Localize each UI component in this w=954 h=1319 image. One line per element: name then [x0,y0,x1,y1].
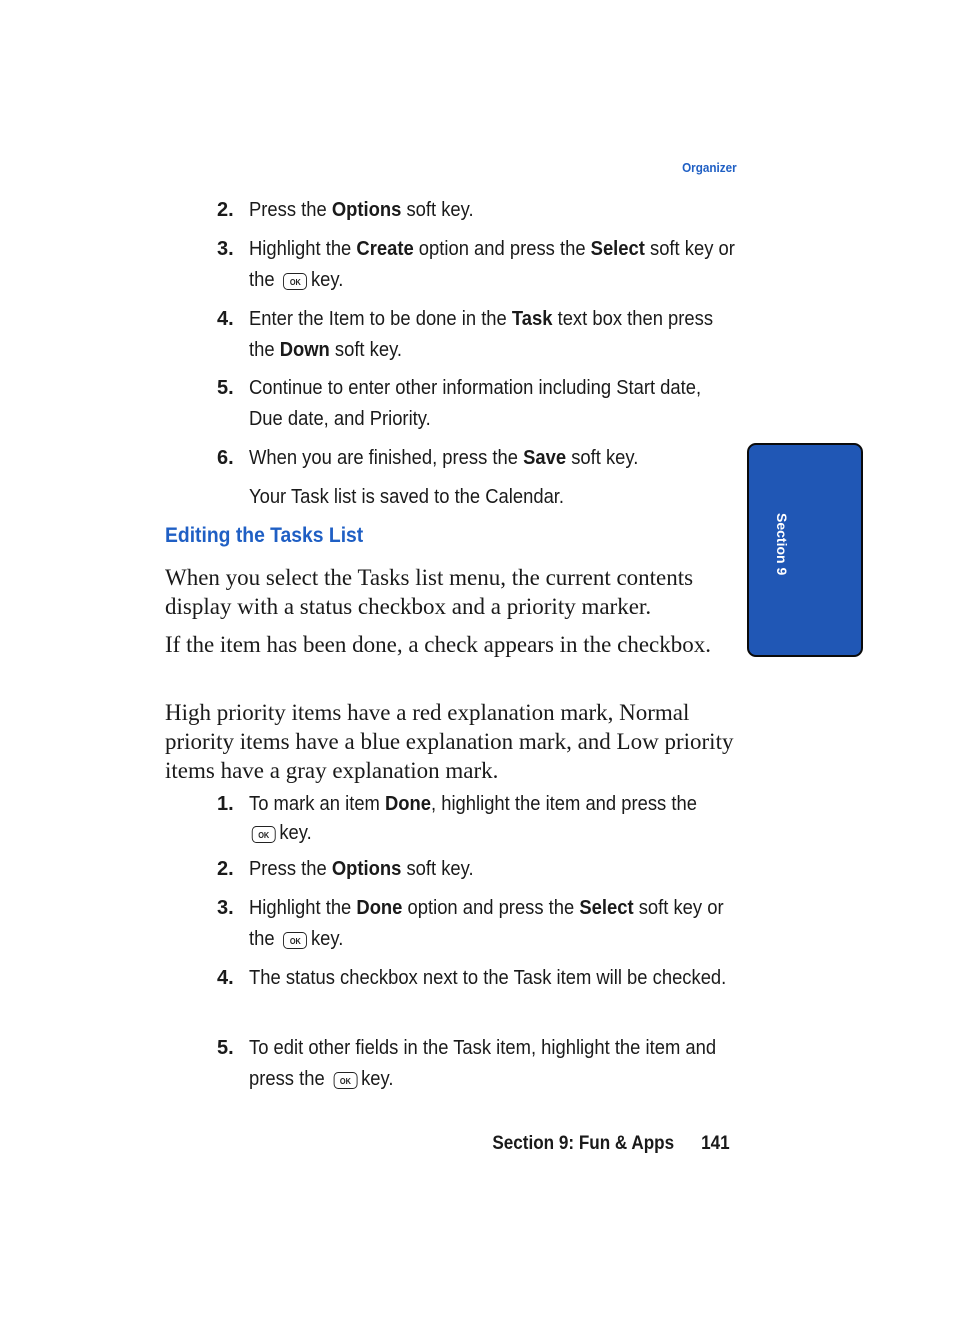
step-number: 5. [217,377,234,399]
step-b-3: 3. Highlight the Done option and press the Select soft key or the OK key. [217,893,747,955]
step-a-4: 4. Enter the Item to be done in the Task text box then press the Down soft key. [217,304,747,366]
step-number: 3. [217,238,234,260]
step-number: 4. [217,967,234,989]
step-b-2: 2. Press the Options soft key. [217,854,747,885]
step-a-2: 2. Press the Options soft key. [217,195,747,226]
step-number: 4. [217,308,234,330]
step-b-1: 1. To mark an item Done, highlight the item and press the OK key. [217,790,747,848]
step-a-6: 6. When you are finished, press the Save soft key. [217,443,747,474]
section-heading: Editing the Tasks List [165,524,364,547]
running-header: Organizer [682,160,737,175]
page-number: 141 [701,1133,730,1154]
step-b-5: 5. To edit other fields in the Task item, highlight the item and press the OK key. [217,1033,747,1095]
step-b-4: 4. The status checkbox next to the Task item will be checked. [217,963,747,994]
step-note: Your Task list is saved to the Calendar. [249,486,565,508]
paragraph: If the item has been done, a check appears in the checkbox. [165,632,712,657]
ok-key-icon: OK [333,1072,357,1089]
step-a-3: 3. Highlight the Create option and press the Select soft key or the OK key. [217,234,747,296]
step-number: 1. [217,793,234,815]
ok-key-icon: OK [252,826,276,843]
page-footer [493,1133,730,1155]
paragraph: When you select the Tasks list menu, the current contents display with a status checkbox and a priority marker. [165,565,694,619]
step-number: 2. [217,858,234,880]
ok-key-icon: OK [283,932,307,949]
section-tab-label: Section 9 [774,513,790,576]
paragraph: High priority items have a red explanation mark, Normal priority items have a blue explanation mark, and Low priority items have a gray explanation mark. [165,700,734,783]
footer-section: Section 9: Fun & Apps [492,1133,675,1154]
step-number: 5. [217,1037,234,1059]
step-number: 2. [217,199,234,221]
ok-key-icon: OK [283,273,307,290]
step-number: 3. [217,897,234,919]
step-a-5: 5. Continue to enter other information including Start date, Due date, and Priority. [217,373,747,435]
step-number: 6. [217,447,234,469]
